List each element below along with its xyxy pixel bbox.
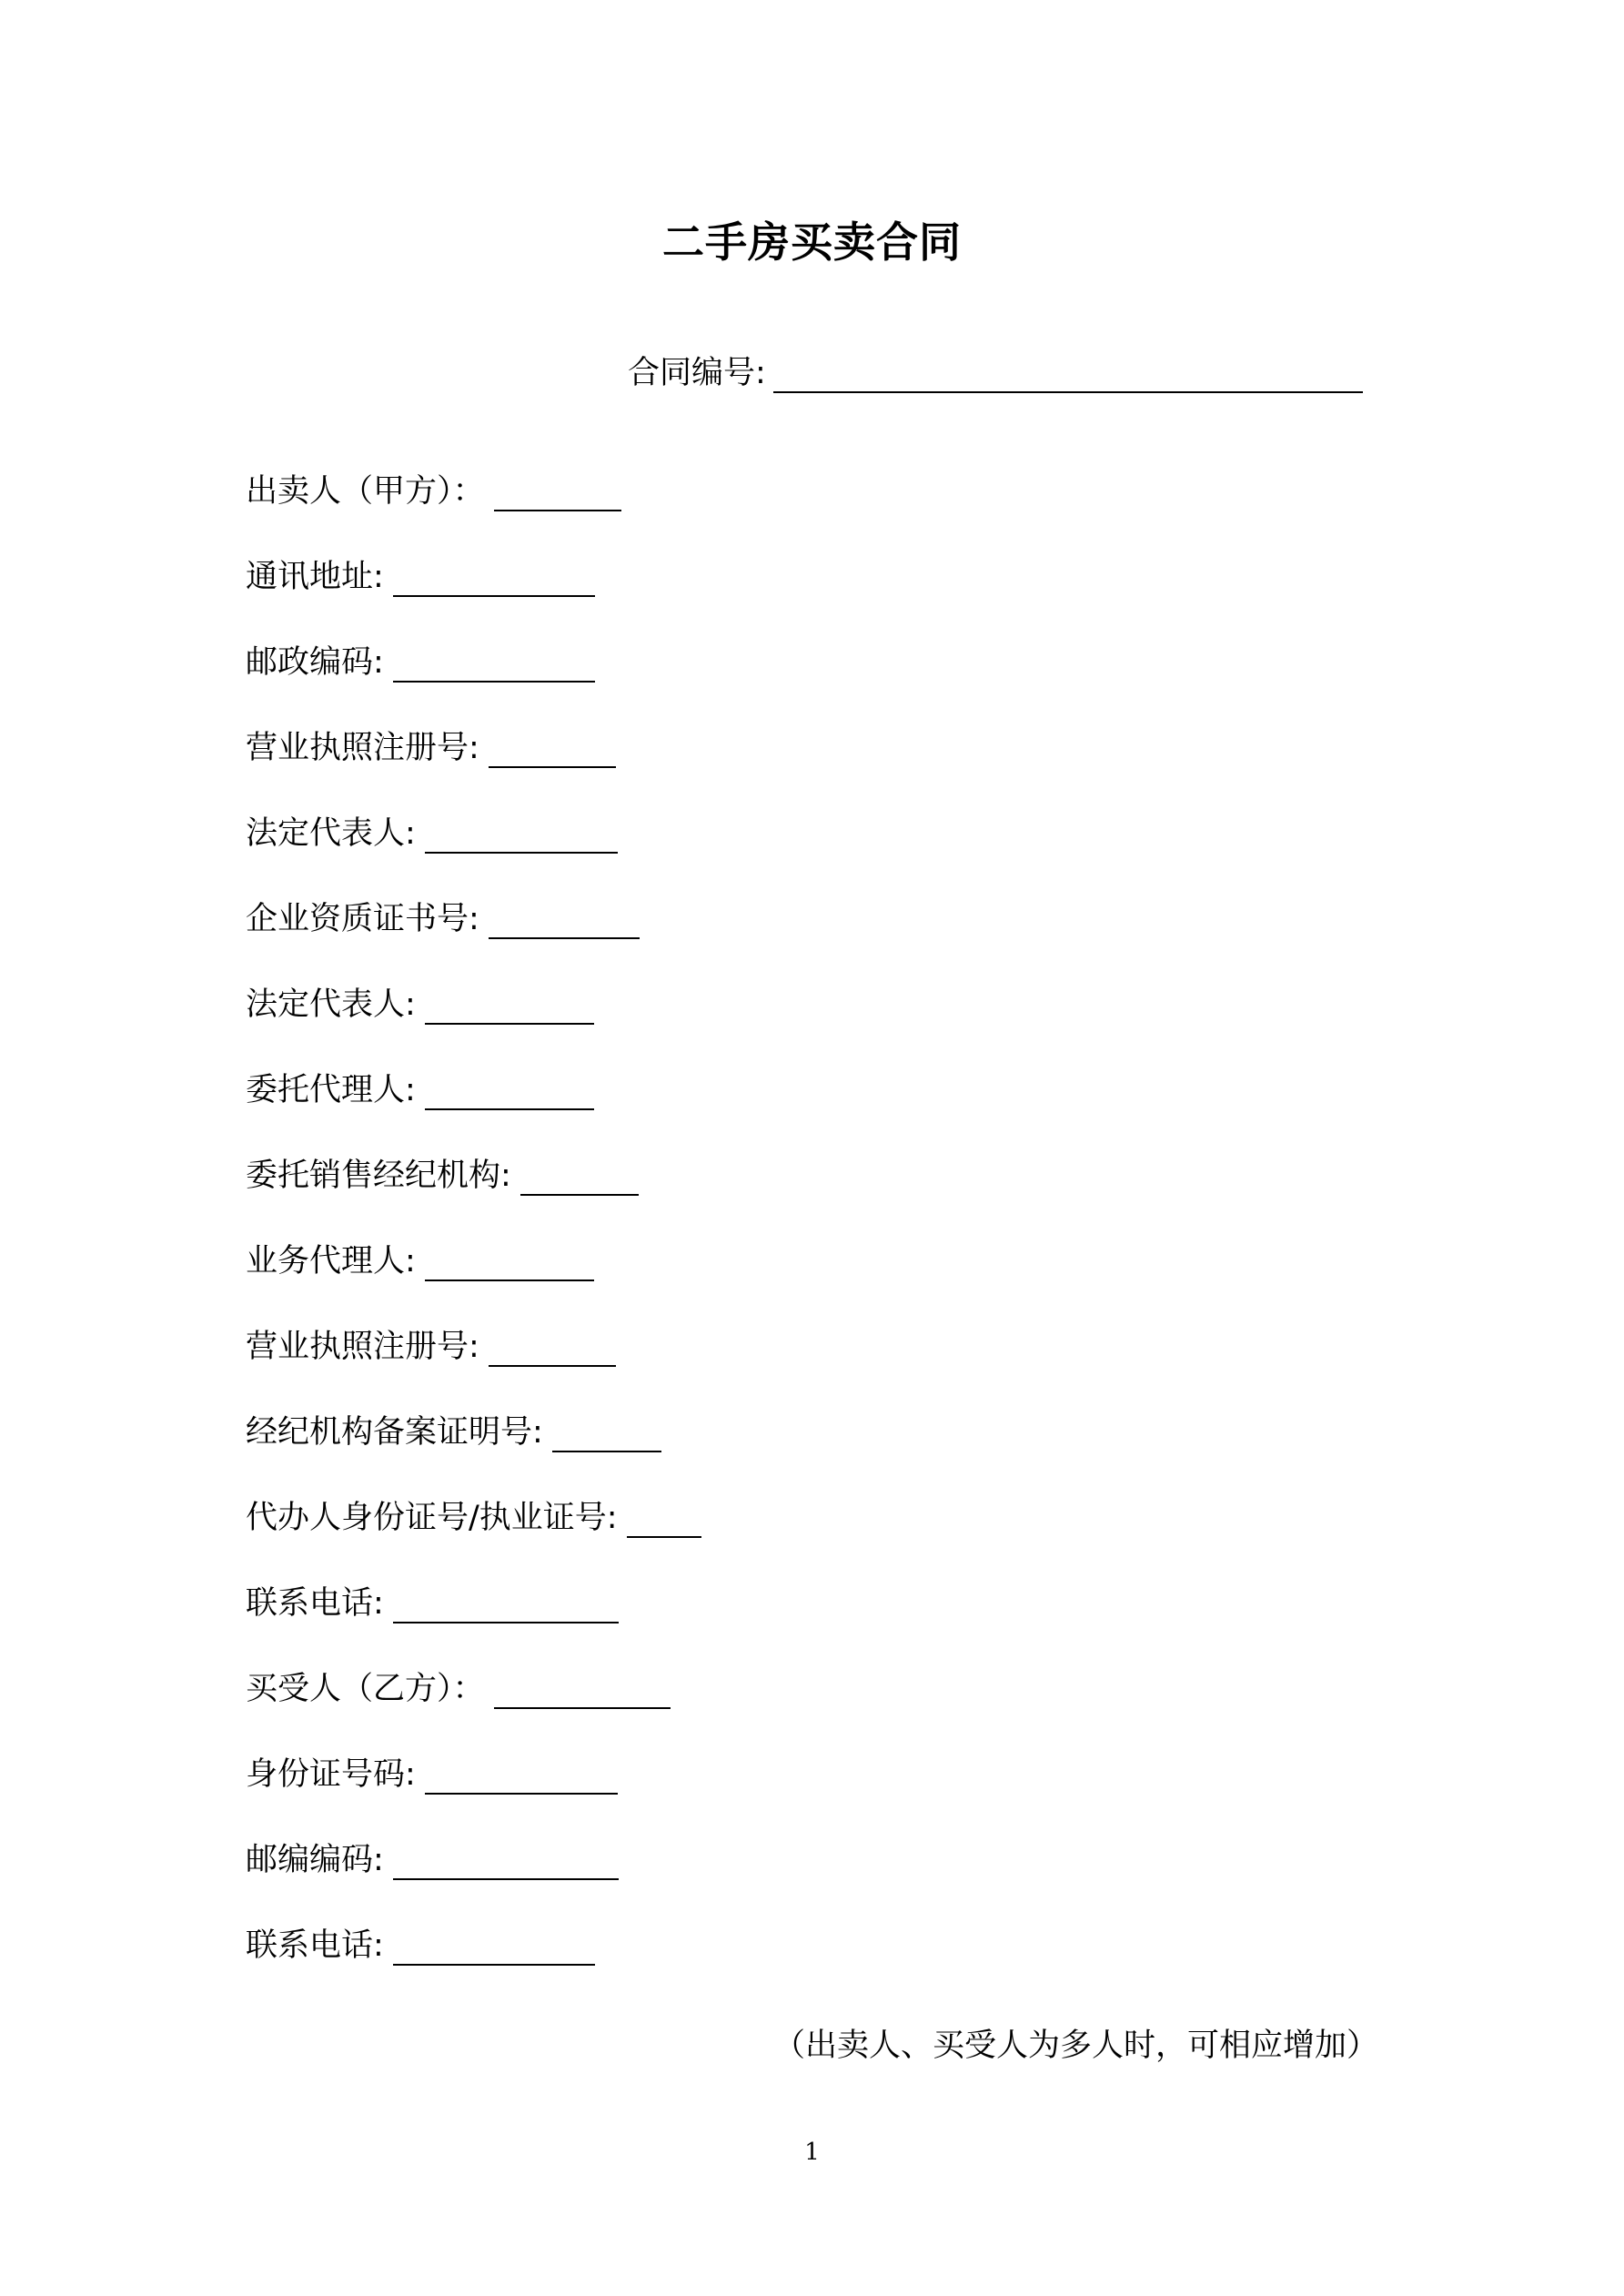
field-blank[interactable] xyxy=(393,1591,619,1623)
field-label: 法定代表人: xyxy=(246,815,416,852)
field-sales-agency xyxy=(246,1156,639,1196)
field-buyer-postcode xyxy=(246,1840,619,1880)
field-label: 联系电话: xyxy=(246,1585,384,1622)
field-label: 邮编编码: xyxy=(246,1842,384,1878)
field-blank[interactable] xyxy=(425,1077,594,1110)
field-label: 联系电话: xyxy=(246,1927,384,1964)
note-multiple-parties: （出卖人、买受人为多人时，可相应增加） xyxy=(773,2028,1379,2064)
field-blank[interactable] xyxy=(425,992,594,1025)
field-label: 出卖人（甲方）： xyxy=(246,473,485,510)
field-agency-filing-no xyxy=(246,1412,661,1452)
field-business-agent xyxy=(246,1241,594,1281)
field-label: 经纪机构备案证明号: xyxy=(246,1414,543,1451)
field-blank[interactable] xyxy=(393,650,595,683)
field-blank[interactable] xyxy=(489,906,640,939)
field-business-license-no-2 xyxy=(246,1327,616,1367)
field-buyer xyxy=(246,1669,671,1709)
field-blank[interactable] xyxy=(494,479,621,511)
contract-number-row xyxy=(628,348,1363,393)
field-business-license-no xyxy=(246,728,616,768)
field-qualification-cert-no xyxy=(246,899,640,939)
field-label: 营业执照注册号: xyxy=(246,730,479,766)
field-authorized-agent xyxy=(246,1070,594,1110)
field-label: 邮政编码: xyxy=(246,644,384,681)
field-buyer-phone xyxy=(246,1926,595,1966)
field-blank[interactable] xyxy=(393,564,595,597)
field-blank[interactable] xyxy=(425,1249,594,1281)
field-seller-address xyxy=(246,557,595,597)
field-buyer-id-number xyxy=(246,1755,618,1795)
field-blank[interactable] xyxy=(552,1420,661,1452)
field-label: 委托代理人: xyxy=(246,1072,416,1108)
field-blank[interactable] xyxy=(489,735,616,768)
field-label: 企业资质证书号: xyxy=(246,901,479,937)
field-seller xyxy=(246,471,621,511)
field-blank[interactable] xyxy=(627,1505,701,1538)
field-blank[interactable] xyxy=(489,1334,616,1367)
field-label: 委托销售经纪机构: xyxy=(246,1158,511,1194)
field-label: 代办人身份证号/执业证号: xyxy=(246,1500,618,1536)
field-label: 法定代表人: xyxy=(246,986,416,1023)
contract-number-label: 合同编号: xyxy=(628,355,766,391)
contract-number-blank[interactable] xyxy=(773,357,1363,393)
field-blank[interactable] xyxy=(393,1933,595,1966)
field-blank[interactable] xyxy=(393,1847,619,1880)
field-label: 营业执照注册号: xyxy=(246,1329,479,1365)
field-label: 通讯地址: xyxy=(246,559,384,595)
field-seller-phone xyxy=(246,1583,619,1623)
field-label: 买受人（乙方）： xyxy=(246,1671,485,1707)
field-label: 业务代理人: xyxy=(246,1243,416,1279)
page-number: 1 xyxy=(804,2139,820,2166)
document-title: 二手房买卖合同 xyxy=(662,217,962,267)
field-seller-postcode xyxy=(246,642,595,683)
field-agent-id-license-no xyxy=(246,1498,701,1538)
field-legal-representative xyxy=(246,814,618,854)
field-legal-representative-2 xyxy=(246,985,594,1025)
field-blank[interactable] xyxy=(520,1163,639,1196)
field-label: 身份证号码: xyxy=(246,1756,416,1793)
field-blank[interactable] xyxy=(425,1762,618,1795)
field-blank[interactable] xyxy=(425,821,618,854)
field-blank[interactable] xyxy=(494,1676,671,1709)
